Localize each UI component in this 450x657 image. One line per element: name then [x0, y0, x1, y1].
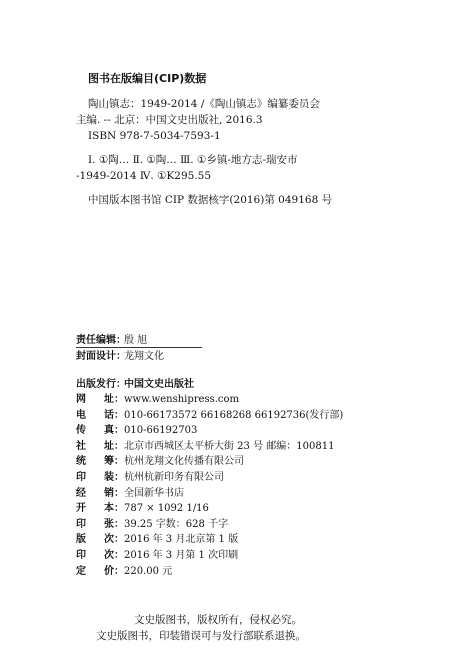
pub-row-label: 印	[76, 519, 86, 530]
pub-row-value: 2016 年 3 月北京第 1 版	[124, 534, 239, 545]
cip-line-3: ISBN 978-7-5034-7593-1	[88, 130, 221, 142]
pub-row-sep: 次：	[104, 550, 124, 561]
pub-row-value: 010-66192703	[124, 425, 198, 436]
pub-row-label: 经	[76, 488, 86, 499]
publisher-label: 出版发行：	[76, 379, 126, 390]
editor-label: 责任编辑：	[76, 335, 126, 346]
editor-value: 殷 旭	[124, 335, 148, 346]
pub-row-sep: 话：	[104, 410, 124, 421]
pub-row-label: 定	[76, 566, 86, 577]
pub-row-value: 北京市西城区太平桥大街 23 号 邮编：100811	[124, 441, 335, 452]
pub-row-sep: 筹：	[104, 456, 124, 467]
pub-row-label: 印	[76, 472, 86, 483]
publisher-value: 中国文史出版社	[124, 379, 194, 390]
pub-row-sep: 装：	[104, 472, 124, 483]
pub-row-sep: 次：	[104, 534, 124, 545]
pub-row-label: 统	[76, 456, 86, 467]
cip-heading: 图书在版编目(CIP)数据	[88, 72, 207, 85]
pub-row-label: 电	[76, 410, 86, 421]
pub-row-label: 社	[76, 441, 86, 452]
pub-row-value: 220.00 元	[124, 566, 173, 577]
cip-line-4: Ⅰ. ①陶… Ⅱ. ①陶… Ⅲ. ①乡镇-地方志-瑞安市	[88, 154, 298, 166]
footer-exchange: 文史版图书，印装错误可与发行部联系退换。	[96, 630, 306, 642]
pub-row-value: 2016 年 3 月第 1 次印刷	[124, 550, 239, 561]
pub-row-sep: 本：	[104, 503, 124, 514]
pub-row-value: 010-66173572 66168268 66192736(发行部)	[124, 410, 344, 421]
cover-value: 龙翔文化	[124, 351, 164, 362]
pub-row-value: 39.25 字数：628 千字	[124, 519, 229, 530]
pub-row-label: 网	[76, 394, 86, 405]
pub-row-value: 787 × 1092 1/16	[124, 503, 209, 514]
pub-row-sep: 张：	[104, 519, 124, 530]
pub-row-value: www.wenshipress.com	[124, 394, 240, 405]
pub-row-label: 传	[76, 425, 86, 436]
cover-label: 封面设计：	[76, 351, 126, 362]
pub-row-sep: 真：	[104, 425, 124, 436]
credits-divider	[76, 347, 202, 348]
pub-row-value: 杭州龙翔文化传播有限公司	[124, 456, 244, 467]
cip-line-5: -1949-2014 Ⅳ. ①K295.55	[76, 170, 212, 182]
pub-row-label: 开	[76, 503, 86, 514]
pub-row-sep: 址：	[104, 441, 124, 452]
cip-line-1: 陶山镇志：1949-2014 /《陶山镇志》编纂委员会	[88, 98, 320, 110]
pub-row-sep: 价：	[104, 566, 124, 577]
pub-row-sep: 销：	[104, 488, 124, 499]
pub-row-label: 版	[76, 534, 86, 545]
pub-row-value: 杭州杭新印务有限公司	[124, 472, 224, 483]
pub-row-label: 印	[76, 550, 86, 561]
footer-copyright: 文史版图书，版权所有，侵权必究。	[134, 614, 302, 626]
pub-row-value: 全国新华书店	[124, 488, 184, 499]
cip-number: 中国版本图书馆 CIP 数据核字(2016)第 049168 号	[88, 194, 333, 206]
cip-line-2: 主编. -- 北京：中国文史出版社, 2016.3	[76, 114, 263, 126]
pub-row-sep: 址：	[104, 394, 124, 405]
